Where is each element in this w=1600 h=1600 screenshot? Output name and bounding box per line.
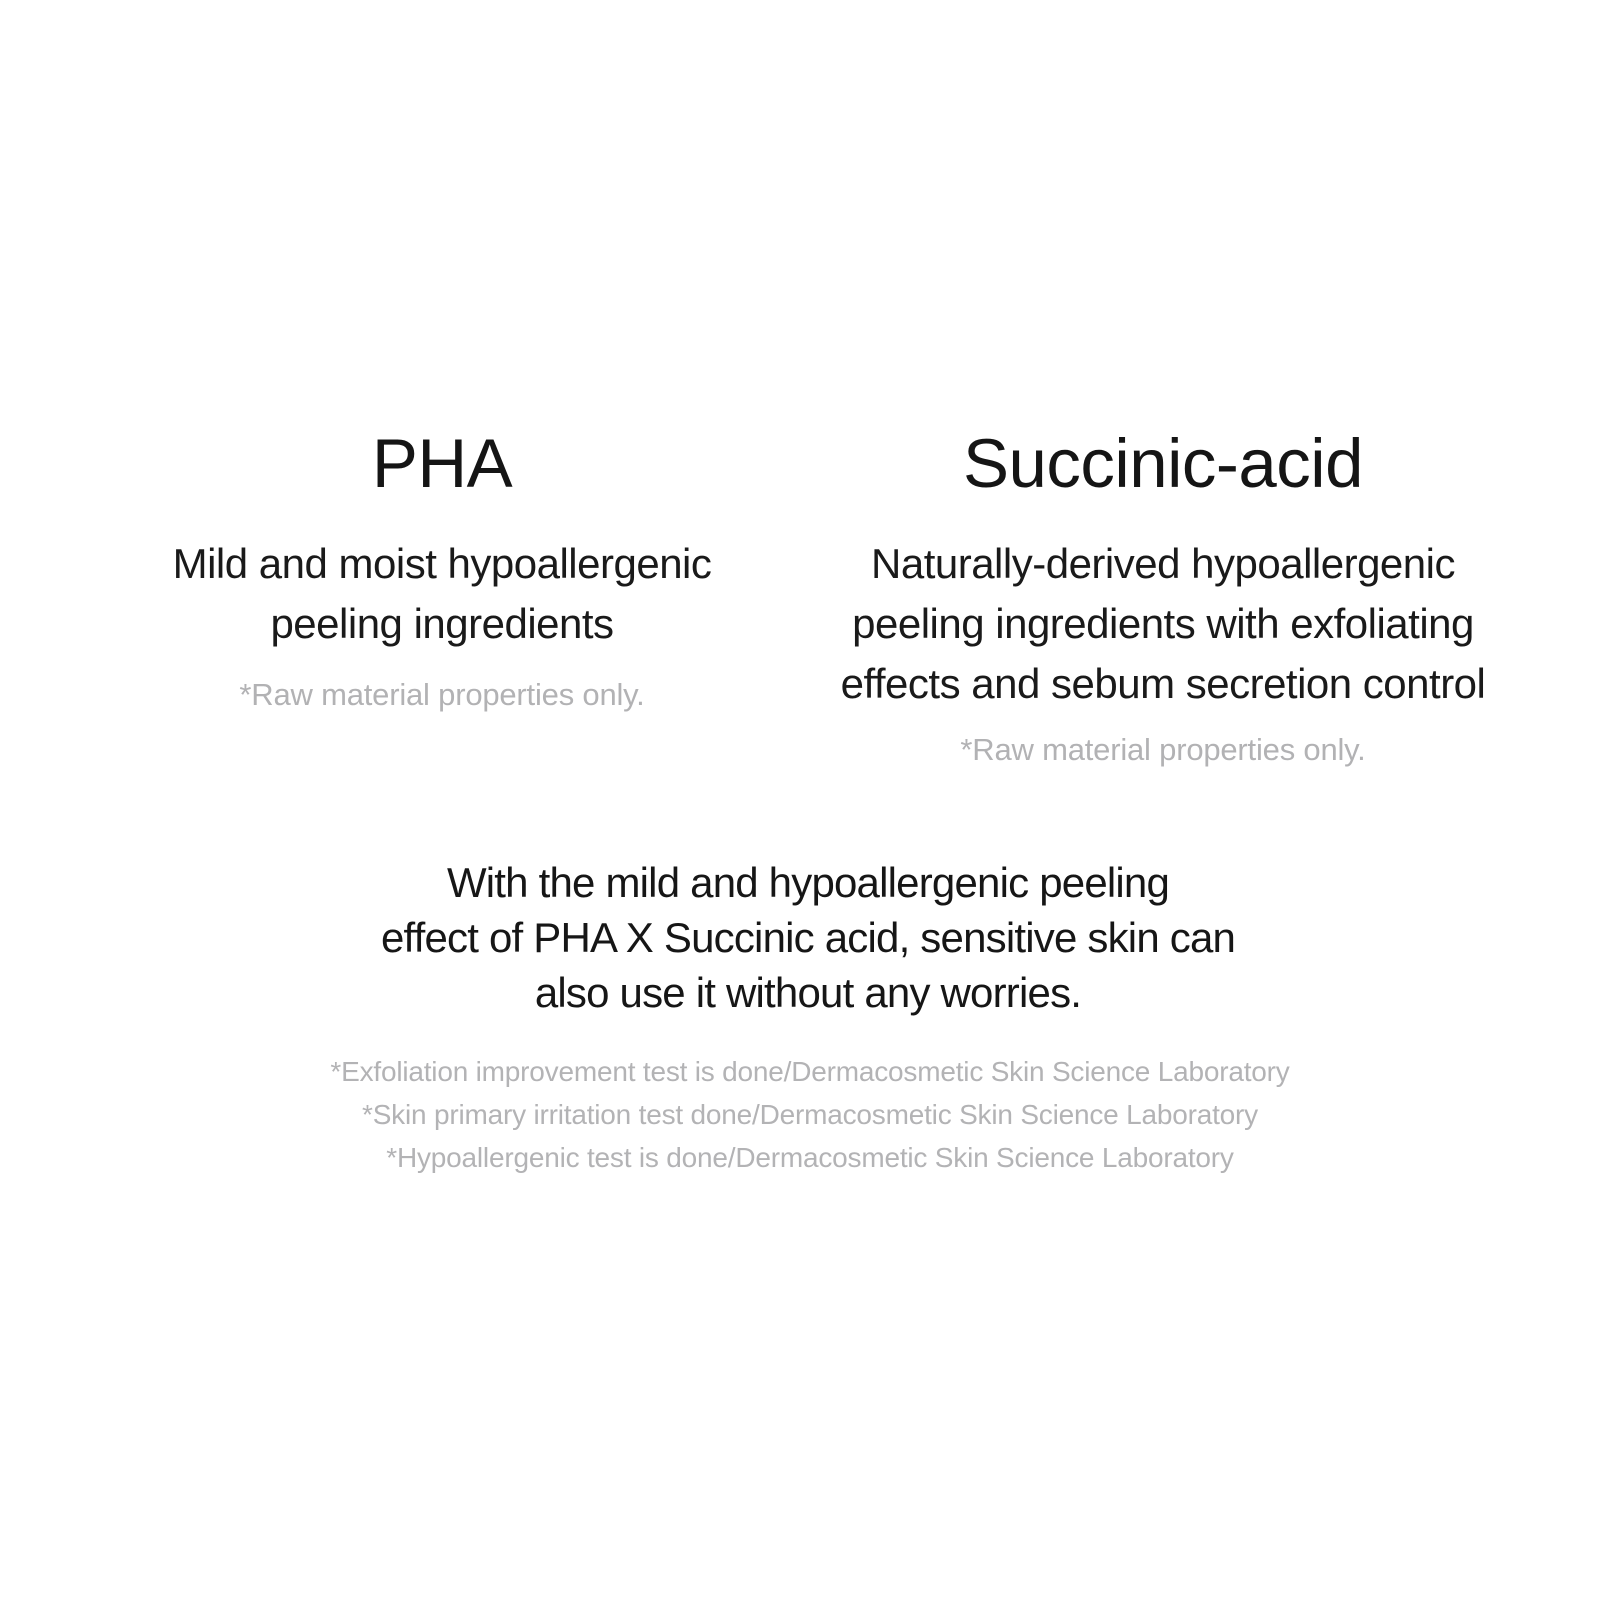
succinic-acid-description-line: peeling ingredients with exfoliating xyxy=(852,600,1474,647)
disclaimer-list xyxy=(110,1050,1510,1179)
disclaimer-line: *Hypoallergenic test is done/Dermacosmetic Skin Science Laboratory xyxy=(386,1142,1234,1173)
disclaimer-line: *Exfoliation improvement test is done/Dermacosmetic Skin Science Laboratory xyxy=(330,1056,1290,1087)
summary-paragraph xyxy=(108,855,1508,1020)
summary-line: effect of PHA X Succinic acid, sensitive skin can xyxy=(380,914,1236,961)
pha-description-line: peeling ingredients xyxy=(270,600,614,647)
succinic-acid-description-line: Naturally-derived hypoallergenic xyxy=(871,540,1455,587)
summary-line: With the mild and hypoallergenic peeling xyxy=(446,859,1170,906)
summary-line: also use it without any worries. xyxy=(534,969,1082,1016)
succinic-acid-raw-material-note: *Raw material properties only. xyxy=(960,732,1366,767)
succinic-acid-description xyxy=(820,534,1506,714)
pha-heading: PHA xyxy=(371,425,513,502)
disclaimer-line: *Skin primary irritation test done/Dermacosmetic Skin Science Laboratory xyxy=(362,1099,1258,1130)
pha-description-line: Mild and moist hypoallergenic xyxy=(172,540,712,587)
succinic-acid-heading: Succinic-acid xyxy=(963,425,1363,502)
succinic-acid-description-line: effects and sebum secretion control xyxy=(840,660,1486,707)
pha-raw-material-note: *Raw material properties only. xyxy=(239,677,645,712)
pha-description xyxy=(140,534,744,654)
